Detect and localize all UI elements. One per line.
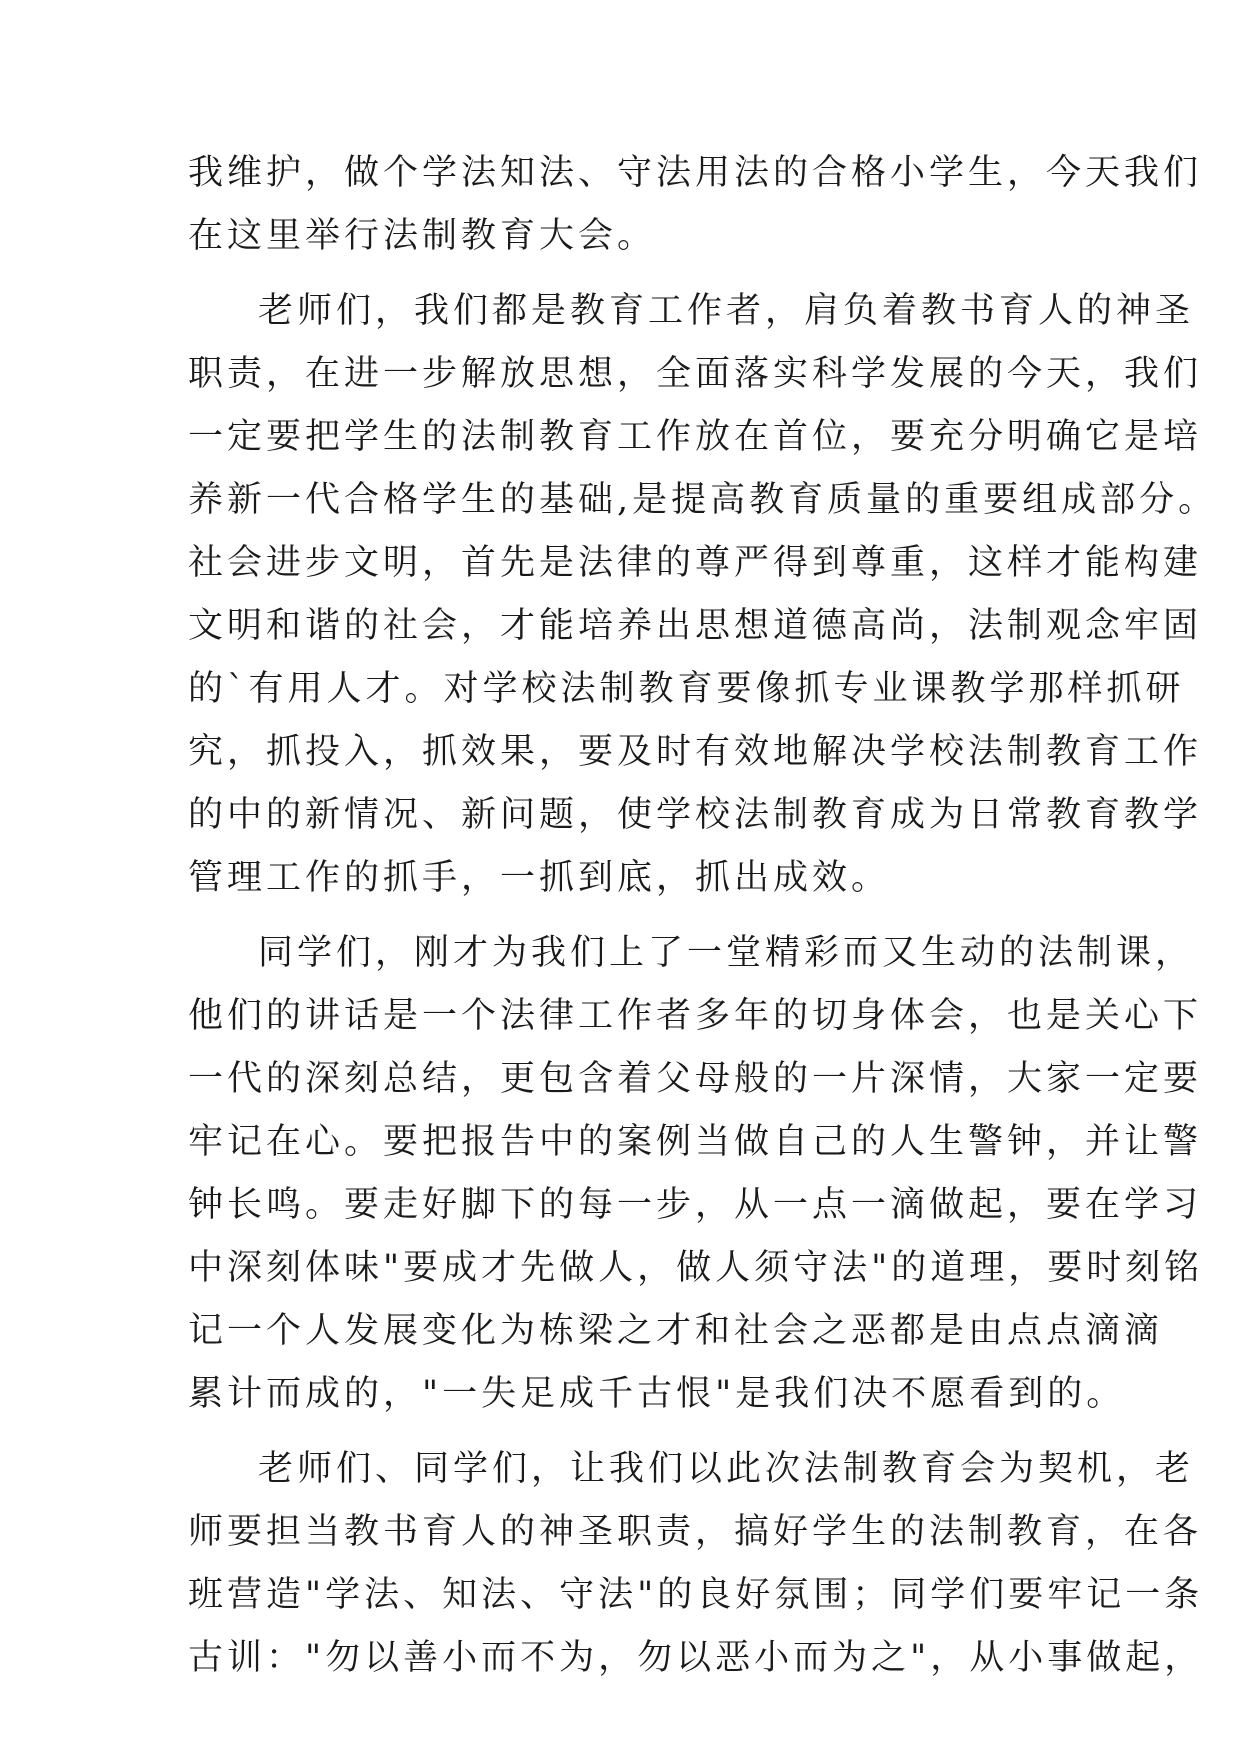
- text-line: 我维护，做个学法知法、守法用法的合格小学生，今天我们: [188, 153, 1203, 193]
- text-line: 牢记在心。要把报告中的案例当做自己的人生警钟，并让警: [188, 1122, 1203, 1162]
- text-line: 在这里举行法制教育大会。: [188, 216, 657, 256]
- text-line: 的`有用人才。对学校法制教育要像抓专业课教学那样抓研: [188, 669, 1185, 709]
- text-line: 班营造"学法、知法、守法"的良好氛围；同学们要牢记一条: [188, 1575, 1204, 1615]
- paragraph-first-line: 老师们，我们都是教育工作者，肩负着教书育人的神圣: [258, 291, 1195, 331]
- text-line: 的中的新情况、新问题，使学校法制教育成为日常教育教学: [188, 795, 1203, 835]
- text-line: 他们的讲话是一个法律工作者多年的切身体会，也是关心下: [188, 996, 1203, 1036]
- text-line: 究，抓投入，抓效果，要及时有效地解决学校法制教育工作: [188, 732, 1203, 772]
- text-line: 钟长鸣。要走好脚下的每一步，从一点一滴做起，要在学习: [188, 1185, 1203, 1225]
- paragraph-first-line: 老师们、同学们，让我们以此次法制教育会为契机，老: [258, 1449, 1195, 1489]
- text-line: 师要担当教书育人的神圣职责，搞好学生的法制教育，在各: [188, 1512, 1203, 1552]
- text-line: 累计而成的，"一失足成千古恨"是我们决不愿看到的。: [188, 1374, 1126, 1414]
- text-line: 一定要把学生的法制教育工作放在首位，要充分明确它是培: [188, 417, 1203, 457]
- paragraph-first-line: 同学们，刚才为我们上了一堂精彩而又生动的法制课，: [258, 933, 1195, 973]
- document-body: [188, 153, 1218, 1703]
- text-line: 职责，在进一步解放思想，全面落实科学发展的今天，我们: [188, 354, 1203, 394]
- text-line: 中深刻体味"要成才先做人，做人须守法"的道理，要时刻铭: [188, 1248, 1204, 1288]
- text-line: 一代的深刻总结，更包含着父母般的一片深情，大家一定要: [188, 1059, 1203, 1099]
- text-line: 文明和谐的社会，才能培养出思想道德高尚，法制观念牢固: [188, 606, 1203, 646]
- text-line: 古训："勿以善小而不为，勿以恶小而为之"，从小事做起，: [188, 1638, 1204, 1678]
- text-line: 管理工作的抓手，一抓到底，抓出成效。: [188, 858, 891, 898]
- text-line: 养新一代合格学生的基础,是提高教育质量的重要组成部分。: [188, 480, 1218, 520]
- text-line: 社会进步文明，首先是法律的尊严得到尊重，这样才能构建: [188, 543, 1203, 583]
- text-line: 记一个人发展变化为栋梁之才和社会之恶都是由点点滴滴: [188, 1311, 1164, 1351]
